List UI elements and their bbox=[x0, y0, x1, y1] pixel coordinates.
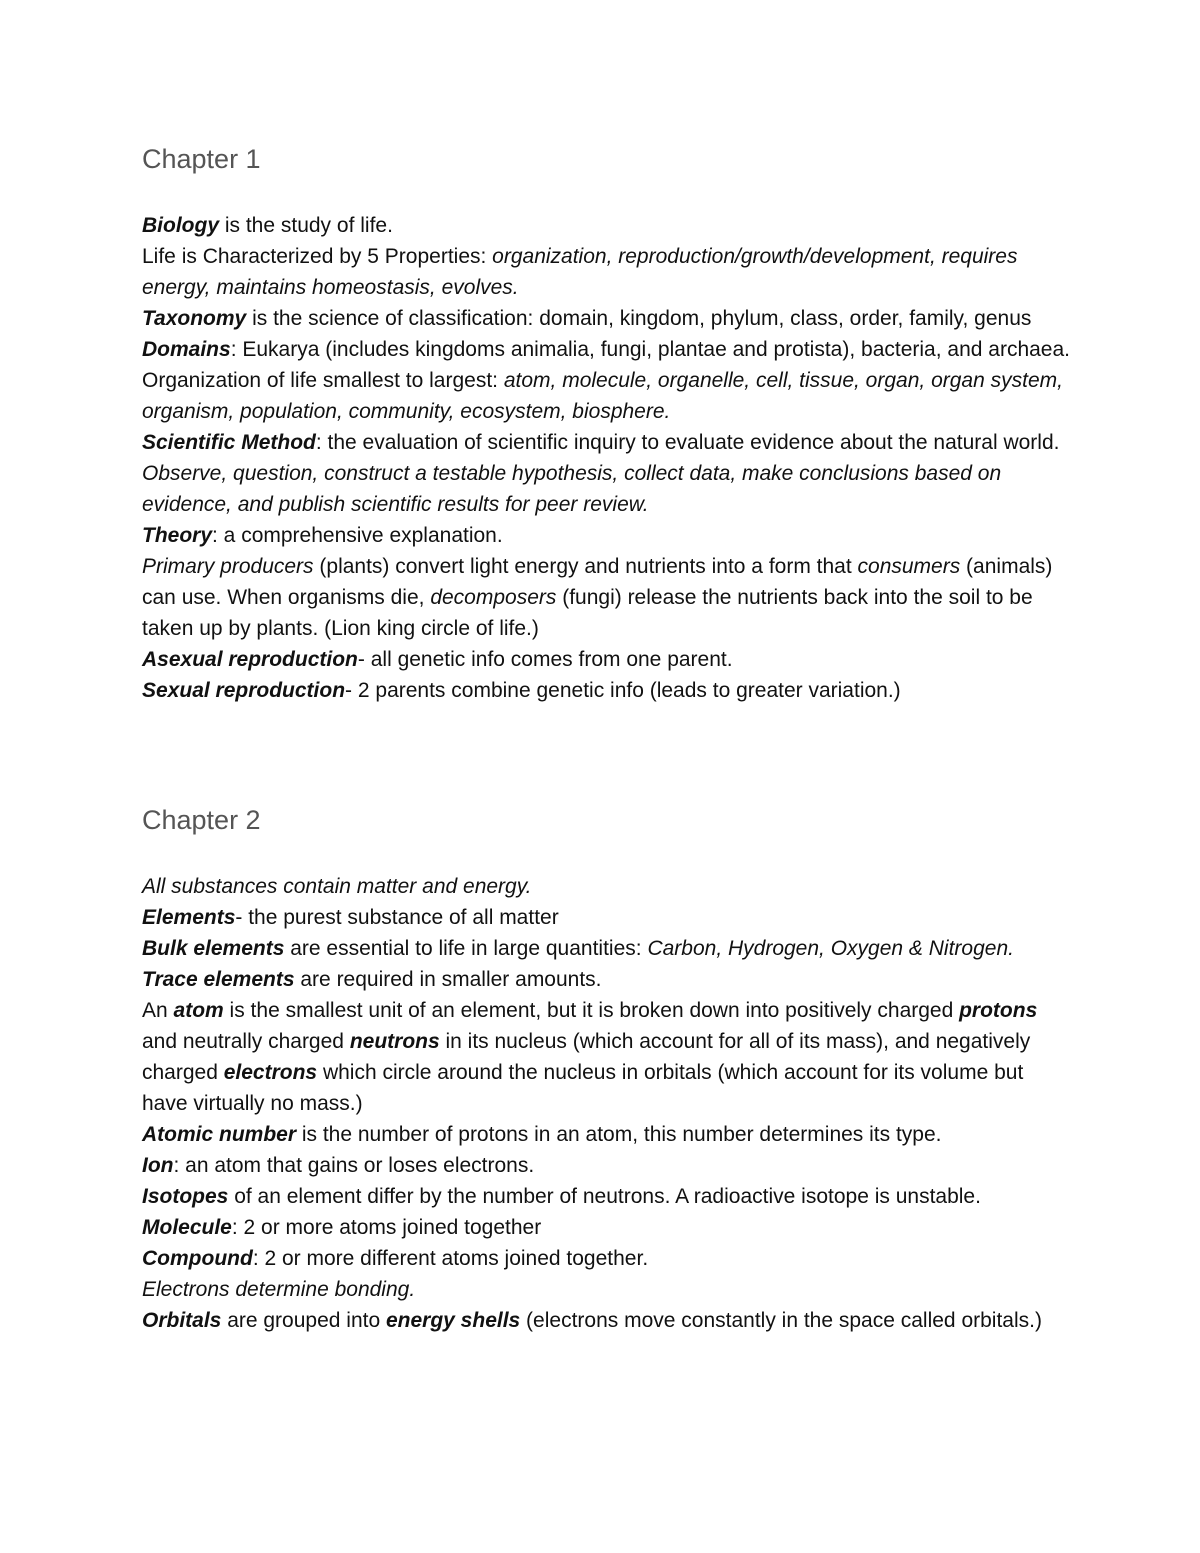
body-text: - 2 parents combine genetic info (leads to greater variation.) bbox=[345, 679, 901, 702]
paragraph bbox=[142, 365, 1072, 427]
body-text: in its nucleus (which account for all of its mass), and negatively charged bbox=[142, 1030, 1031, 1084]
body-text: are essential to life in large quantities: bbox=[284, 937, 648, 960]
term-text: atom bbox=[173, 999, 224, 1022]
term-text: Asexual reproduction bbox=[142, 648, 358, 671]
term-text: Bulk elements bbox=[142, 937, 285, 960]
paragraph bbox=[142, 551, 1072, 644]
paragraph bbox=[142, 520, 1072, 551]
paragraph bbox=[142, 210, 1072, 241]
body-text: are required in smaller amounts. bbox=[294, 968, 602, 991]
body-text: are grouped into bbox=[221, 1309, 386, 1332]
chapter-1-title: Chapter 1 bbox=[142, 144, 261, 174]
body-text: Electrons determine bonding. bbox=[142, 1278, 416, 1301]
term-text: Domains bbox=[142, 338, 231, 361]
body-text: (electrons move constantly in the space called orbitals.) bbox=[520, 1309, 1042, 1332]
paragraph bbox=[142, 902, 1072, 933]
paragraph bbox=[142, 1212, 1072, 1243]
body-text: : a comprehensive explanation. bbox=[212, 524, 503, 547]
term-text: Trace elements bbox=[142, 968, 295, 991]
body-text: (fungi) release the nutrients back into the soil to be taken up by plants. (Lion king circle of life.) bbox=[142, 586, 1033, 640]
body-text: Life is Characterized by 5 Properties: bbox=[142, 245, 493, 268]
body-text: (plants) convert light energy and nutrients into a form that bbox=[313, 555, 858, 578]
term-text: Elements bbox=[142, 906, 236, 929]
paragraph bbox=[142, 334, 1072, 365]
body-text: - all genetic info comes from one parent. bbox=[357, 648, 733, 671]
chapter-2-body bbox=[142, 871, 1072, 1336]
body-text: of an element differ by the number of neutrons. A radioactive isotope is unstable. bbox=[228, 1185, 981, 1208]
body-text: Observe, question, construct a testable hypothesis, collect data, make conclusions based on evidence, and publish scientific results for peer review. bbox=[142, 462, 1002, 516]
paragraph bbox=[142, 644, 1072, 675]
paragraph bbox=[142, 1150, 1072, 1181]
term-text: Isotopes bbox=[142, 1185, 229, 1208]
term-text: Compound bbox=[142, 1247, 253, 1270]
body-text: An bbox=[142, 999, 174, 1022]
body-text: : the evaluation of scientific inquiry to evaluate evidence about the natural world. bbox=[315, 431, 1060, 454]
body-text: atom, molecule, organelle, cell, tissue, organ, organ system, organism, population, community, ecosystem, biosphere. bbox=[142, 369, 1063, 423]
term-text: energy shells bbox=[385, 1309, 521, 1332]
body-text: consumers bbox=[857, 555, 961, 578]
term-text: Orbitals bbox=[142, 1309, 222, 1332]
term-text: Taxonomy bbox=[142, 307, 247, 330]
term-text: Atomic number bbox=[142, 1123, 297, 1146]
term-text: Theory bbox=[142, 524, 213, 547]
paragraph bbox=[142, 675, 1072, 706]
body-text: decomposers bbox=[430, 586, 557, 609]
paragraph bbox=[142, 995, 1072, 1119]
body-text: : Eukarya (includes kingdoms animalia, fungi, plantae and protista), bacteria, and archaea. bbox=[230, 338, 1071, 361]
body-text: (animals) can use. When organisms die, bbox=[142, 555, 1053, 609]
body-text: and neutrally charged bbox=[142, 1030, 350, 1053]
body-text: is the number of protons in an atom, this number determines its type. bbox=[296, 1123, 942, 1146]
body-text: is the study of life. bbox=[219, 214, 393, 237]
paragraph bbox=[142, 1243, 1072, 1274]
term-text: Scientific Method bbox=[142, 431, 316, 454]
body-text: Organization of life smallest to largest: bbox=[142, 369, 504, 392]
body-text: - the purest substance of all matter bbox=[235, 906, 559, 929]
paragraph bbox=[142, 1274, 1072, 1305]
paragraph bbox=[142, 871, 1072, 902]
body-text: : 2 or more atoms joined together bbox=[231, 1216, 542, 1239]
paragraph bbox=[142, 427, 1072, 520]
paragraph bbox=[142, 1119, 1072, 1150]
body-text: which circle around the nucleus in orbitals (which account for its volume but have virtually no mass.) bbox=[142, 1061, 1024, 1115]
term-text: Biology bbox=[142, 214, 219, 237]
chapter-1-body bbox=[142, 210, 1072, 706]
term-text: neutrons bbox=[349, 1030, 440, 1053]
body-text: : an atom that gains or loses electrons. bbox=[173, 1154, 535, 1177]
term-text: electrons bbox=[223, 1061, 318, 1084]
body-text: All substances contain matter and energy. bbox=[142, 875, 532, 898]
paragraph bbox=[142, 1181, 1072, 1212]
body-text: : 2 or more different atoms joined together. bbox=[252, 1247, 649, 1270]
term-text: Sexual reproduction bbox=[142, 679, 346, 702]
body-text: Carbon, Hydrogen, Oxygen & Nitrogen. bbox=[647, 937, 1014, 960]
body-text: Primary producers bbox=[142, 555, 314, 578]
term-text: Ion bbox=[142, 1154, 174, 1177]
paragraph bbox=[142, 241, 1072, 303]
term-text: Molecule bbox=[142, 1216, 232, 1239]
term-text: protons bbox=[959, 999, 1038, 1022]
body-text: organization, reproduction/growth/development, requires energy, maintains homeostasis, evolves. bbox=[142, 245, 1018, 299]
paragraph bbox=[142, 933, 1072, 995]
body-text: is the smallest unit of an element, but it is broken down into positively charged bbox=[223, 999, 960, 1022]
paragraph bbox=[142, 1305, 1072, 1336]
body-text: is the science of classification: domain, kingdom, phylum, class, order, family, genus bbox=[246, 307, 1032, 330]
paragraph bbox=[142, 303, 1072, 334]
chapter-2-title: Chapter 2 bbox=[142, 805, 261, 835]
